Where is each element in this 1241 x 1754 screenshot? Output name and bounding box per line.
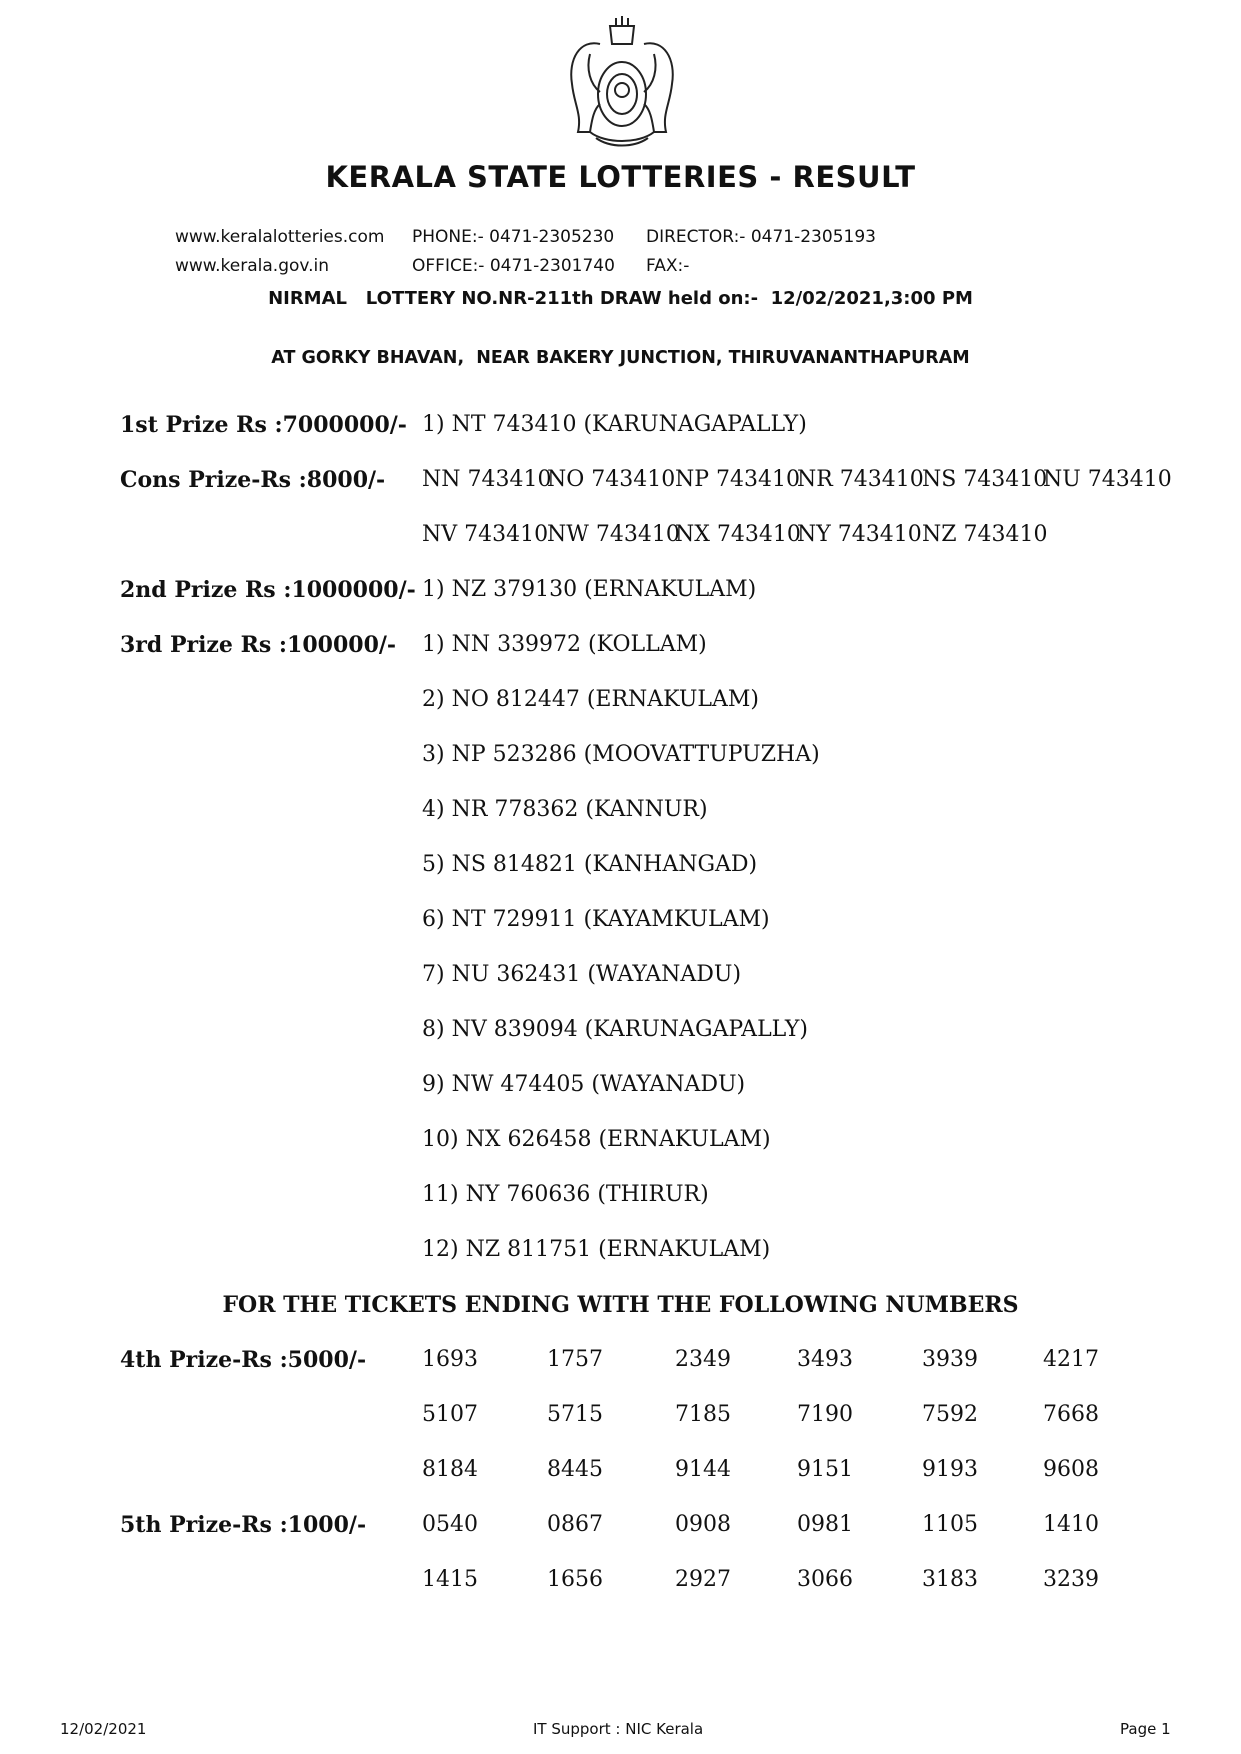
first-prize-label: 1st Prize Rs :7000000/- — [120, 412, 407, 438]
first-prize-winner: 1) NT 743410 (KARUNAGAPALLY) — [422, 412, 807, 437]
gov-website-link[interactable]: www.kerala.gov.in — [175, 256, 330, 276]
fax-number: FAX:- — [646, 256, 690, 276]
fourth-prize-number: 3939 — [922, 1347, 978, 1372]
fourth-prize-number: 3493 — [797, 1347, 853, 1372]
third-prize-winner: 8) NV 839094 (KARUNAGAPALLY) — [422, 1017, 808, 1042]
fifth-prize-number: 0908 — [675, 1512, 731, 1537]
fourth-prize-number: 1757 — [547, 1347, 603, 1372]
fifth-prize-number: 1415 — [422, 1567, 478, 1592]
fourth-prize-number: 7592 — [922, 1402, 978, 1427]
cons-prize-label: Cons Prize-Rs :8000/- — [120, 467, 386, 493]
second-prize-label: 2nd Prize Rs :1000000/- — [120, 577, 416, 603]
cons-number: NP 743410 — [675, 467, 801, 492]
fifth-prize-number: 1105 — [922, 1512, 978, 1537]
office-phone: OFFICE:- 0471-2301740 — [412, 256, 615, 276]
cons-number: NZ 743410 — [922, 522, 1048, 547]
footer-page: Page 1 — [1120, 1720, 1171, 1738]
kerala-emblem-icon — [560, 14, 684, 154]
cons-number: NN 743410 — [422, 467, 552, 492]
cons-number: NO 743410 — [547, 467, 676, 492]
third-prize-winner: 2) NO 812447 (ERNAKULAM) — [422, 687, 759, 712]
cons-number: NY 743410 — [797, 522, 922, 547]
fourth-prize-number: 7190 — [797, 1402, 853, 1427]
cons-number: NS 743410 — [922, 467, 1048, 492]
venue: AT GORKY BHAVAN, NEAR BAKERY JUNCTION, THIRUVANANTHAPURAM — [271, 348, 970, 368]
fifth-prize-number: 1656 — [547, 1567, 603, 1592]
fifth-prize-number: 0981 — [797, 1512, 853, 1537]
footer-support: IT Support : NIC Kerala — [533, 1720, 704, 1738]
director-phone: DIRECTOR:- 0471-2305193 — [646, 227, 876, 247]
second-prize-winner: 1) NZ 379130 (ERNAKULAM) — [422, 577, 757, 602]
website-link[interactable]: www.keralalotteries.com — [175, 227, 385, 247]
fourth-prize-number: 8184 — [422, 1457, 478, 1482]
endings-heading: FOR THE TICKETS ENDING WITH THE FOLLOWING NUMBERS — [222, 1292, 1019, 1318]
fourth-prize-number: 7668 — [1043, 1402, 1099, 1427]
draw-info: NIRMAL LOTTERY NO.NR-211th DRAW held on:- 12/02/2021,3:00 PM — [268, 288, 973, 309]
third-prize-winner: 7) NU 362431 (WAYANADU) — [422, 962, 742, 987]
fifth-prize-number: 1410 — [1043, 1512, 1099, 1537]
fifth-prize-number: 0540 — [422, 1512, 478, 1537]
fourth-prize-number: 8445 — [547, 1457, 603, 1482]
fourth-prize-number: 7185 — [675, 1402, 731, 1427]
third-prize-winner: 9) NW 474405 (WAYANADU) — [422, 1072, 746, 1097]
fourth-prize-number: 2349 — [675, 1347, 731, 1372]
cons-number: NR 743410 — [797, 467, 924, 492]
third-prize-winner: 1) NN 339972 (KOLLAM) — [422, 632, 707, 657]
third-prize-winner: 5) NS 814821 (KANHANGAD) — [422, 852, 758, 877]
fourth-prize-number: 4217 — [1043, 1347, 1099, 1372]
fourth-prize-number: 9151 — [797, 1457, 853, 1482]
fourth-prize-number: 9193 — [922, 1457, 978, 1482]
fifth-prize-number: 2927 — [675, 1567, 731, 1592]
phone-number: PHONE:- 0471-2305230 — [412, 227, 615, 247]
fifth-prize-number: 3066 — [797, 1567, 853, 1592]
third-prize-winner: 11) NY 760636 (THIRUR) — [422, 1182, 709, 1207]
footer-date: 12/02/2021 — [60, 1720, 147, 1738]
third-prize-winner: 3) NP 523286 (MOOVATTUPUZHA) — [422, 742, 820, 767]
fifth-prize-number: 0867 — [547, 1512, 603, 1537]
cons-number: NW 743410 — [547, 522, 680, 547]
fourth-prize-number: 9608 — [1043, 1457, 1099, 1482]
fourth-prize-number: 5715 — [547, 1402, 603, 1427]
cons-number: NX 743410 — [675, 522, 801, 547]
page-title: KERALA STATE LOTTERIES - RESULT — [325, 160, 916, 194]
cons-number: NU 743410 — [1043, 467, 1172, 492]
third-prize-winner: 12) NZ 811751 (ERNAKULAM) — [422, 1237, 771, 1262]
third-prize-label: 3rd Prize Rs :100000/- — [120, 632, 397, 658]
fifth-prize-number: 3183 — [922, 1567, 978, 1592]
fourth-prize-number: 5107 — [422, 1402, 478, 1427]
fourth-prize-label: 4th Prize-Rs :5000/- — [120, 1347, 367, 1373]
cons-number: NV 743410 — [422, 522, 549, 547]
third-prize-winner: 6) NT 729911 (KAYAMKULAM) — [422, 907, 770, 932]
fourth-prize-number: 1693 — [422, 1347, 478, 1372]
fourth-prize-number: 9144 — [675, 1457, 731, 1482]
fifth-prize-number: 3239 — [1043, 1567, 1099, 1592]
third-prize-winner: 10) NX 626458 (ERNAKULAM) — [422, 1127, 771, 1152]
fifth-prize-label: 5th Prize-Rs :1000/- — [120, 1512, 367, 1538]
third-prize-winner: 4) NR 778362 (KANNUR) — [422, 797, 708, 822]
